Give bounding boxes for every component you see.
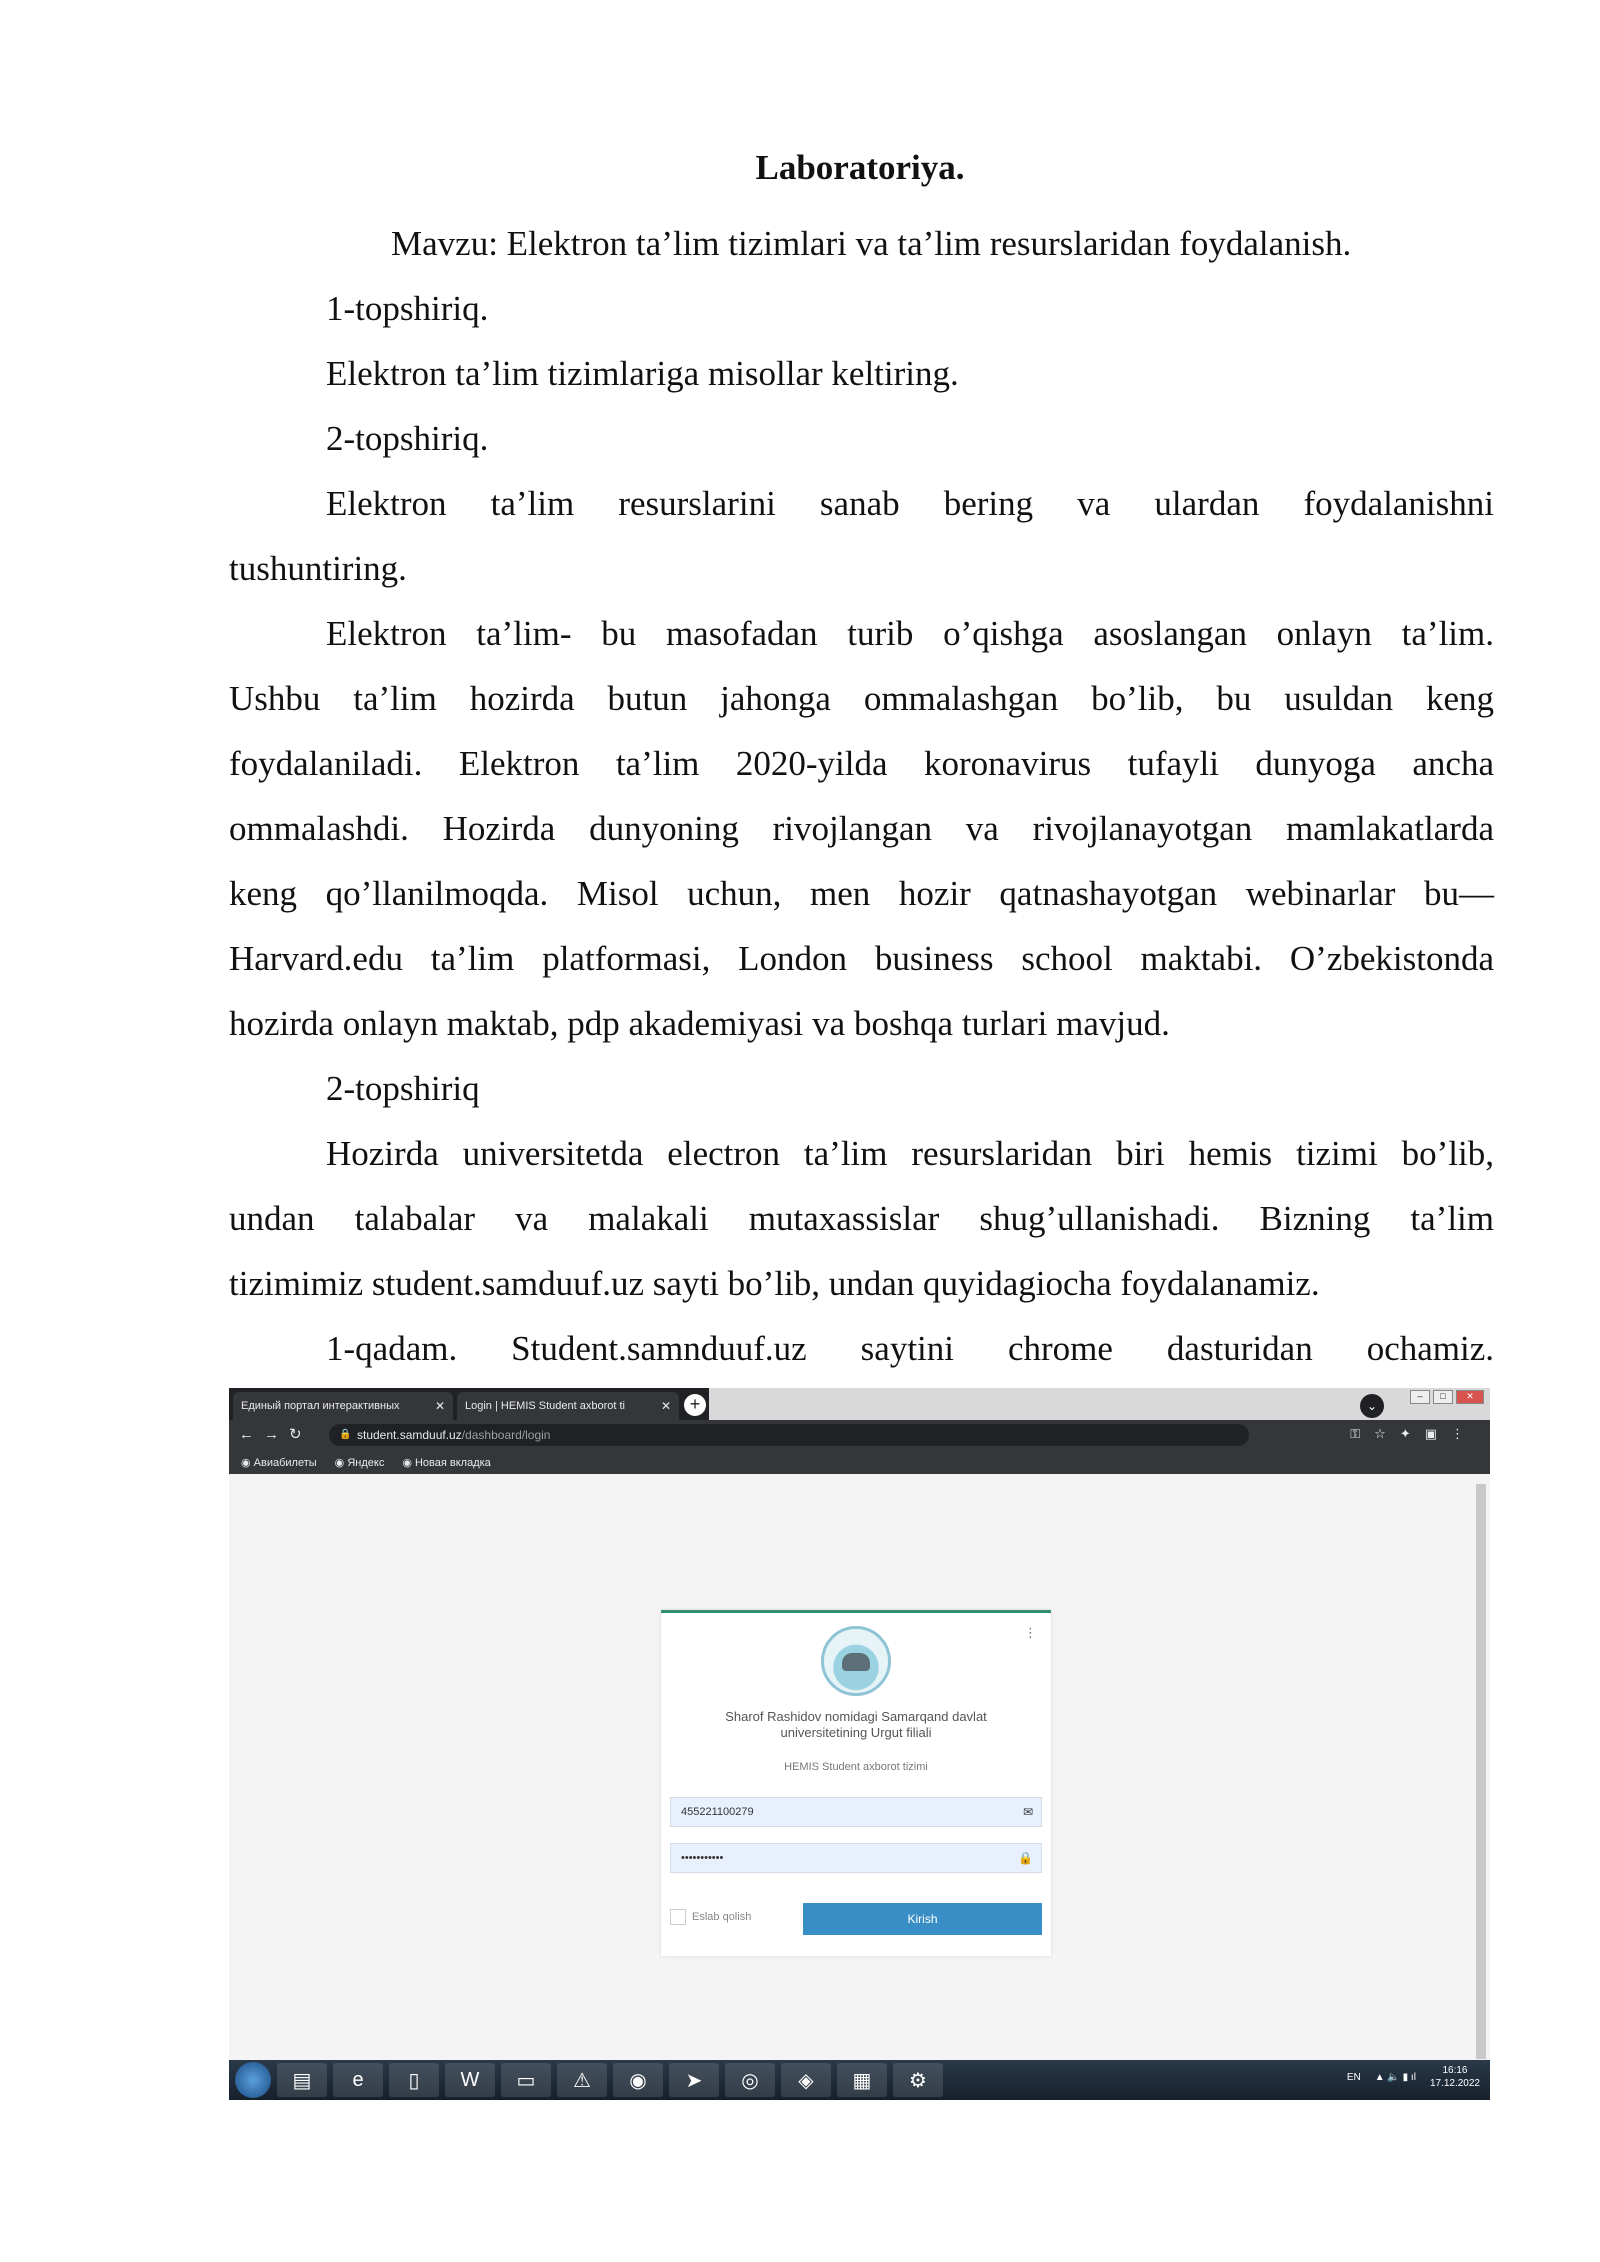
scrollbar[interactable] <box>1476 1484 1486 2059</box>
system-tray <box>1347 2064 1480 2090</box>
address-toolbar <box>229 1420 1490 1450</box>
system-name: HEMIS Student axborot tizimi <box>784 1761 928 1773</box>
para1-line: keng qo’llanilmoqda. Misol uchun, men hozir qatnashayotgan webinarlar bu— <box>229 874 1494 913</box>
chevron-down-icon[interactable]: ⌄ <box>1360 1394 1384 1418</box>
task1-heading: 1-topshiriq. <box>326 289 489 328</box>
doc-topic: Mavzu: Elektron ta’lim tizimlari va ta’lim resurslaridan foydalanish. <box>391 224 1352 263</box>
login-button[interactable]: Kirish <box>803 1903 1042 1935</box>
login-field[interactable]: 455221100279 ✉ <box>670 1797 1042 1827</box>
doc-title: Laboratoriya. <box>755 148 965 187</box>
close-icon[interactable]: ✕ <box>660 1399 671 1413</box>
para2-line: tizimimiz student.samduuf.uz sayti bo’lib, undan quyidagiocha foydalanamiz. <box>229 1264 1320 1303</box>
document-icon[interactable]: ▯ <box>389 2063 439 2097</box>
task2-text-line2: tushuntiring. <box>229 549 407 588</box>
para1-line: Elektron ta’lim- bu masofadan turib o’qishga asoslangan onlayn ta’lim. <box>326 614 1494 653</box>
app-icon[interactable]: ◈ <box>781 2063 831 2097</box>
chrome-profile-icon[interactable]: ◎ <box>725 2063 775 2097</box>
para1-line: Ushbu ta’lim hozirda butun jahonga ommalashgan bo’lib, bu usuldan keng <box>229 679 1494 718</box>
minimize-icon[interactable]: – <box>1410 1390 1430 1404</box>
bookmarks-bar <box>229 1450 1490 1474</box>
window-controls <box>1410 1390 1484 1404</box>
network-icon[interactable]: ▦ <box>837 2063 887 2097</box>
para1-line: ommalashdi. Hozirda dunyoning rivojlangan va rivojlanayotgan mamlakatlarda <box>229 809 1494 848</box>
warning-app-icon[interactable]: ⚠ <box>557 2063 607 2097</box>
para2-line: Hozirda universitetda electron ta’lim resurslaridan biri hemis tizimi bo’lib, <box>326 1134 1494 1173</box>
toolbar-icons[interactable]: ⚿☆✦▣⋮ <box>1350 1426 1478 1441</box>
para2-line: undan talabalar va malakali mutaxassislar shug’ullanishadi. Bizning ta’lim <box>229 1199 1494 1238</box>
lock-icon: 🔒 <box>339 1429 352 1440</box>
lock-icon: 🔒 <box>1018 1851 1033 1865</box>
login-card <box>661 1610 1051 1956</box>
task2b-heading: 2-topshiriq <box>326 1069 480 1108</box>
embedded-screenshot <box>229 1388 1490 2100</box>
university-logo <box>821 1626 891 1696</box>
presentation-icon[interactable]: ▭ <box>501 2063 551 2097</box>
navigation-icons[interactable]: ←→↻ <box>239 1426 312 1443</box>
bookmark-item[interactable]: ◉ Авиабилеты <box>241 1456 317 1469</box>
word-icon[interactable]: W <box>445 2063 495 2097</box>
close-window-icon[interactable]: ✕ <box>1456 1390 1484 1404</box>
tool-icon[interactable]: ⚙ <box>893 2063 943 2097</box>
windows-taskbar <box>229 2060 1490 2100</box>
chrome-icon[interactable]: ◉ <box>613 2063 663 2097</box>
close-icon[interactable]: ✕ <box>434 1399 445 1413</box>
tray-icons[interactable]: ▲ 🔈 ▮ ıl <box>1374 2071 1416 2083</box>
maximize-icon[interactable]: □ <box>1433 1390 1453 1404</box>
password-field[interactable]: ••••••••••• 🔒 <box>670 1843 1042 1873</box>
start-button[interactable] <box>235 2062 271 2098</box>
task2-heading: 2-topshiriq. <box>326 419 489 458</box>
address-bar[interactable]: 🔒 student.samduuf.uz/dashboard/login <box>329 1424 1249 1446</box>
browser-tab-bar <box>229 1388 1490 1420</box>
telegram-icon[interactable]: ➤ <box>669 2063 719 2097</box>
browser-tab-active[interactable]: Login | HEMIS Student axborot ti ✕ <box>457 1392 679 1420</box>
task1-text: Elektron ta’lim tizimlariga misollar keltiring. <box>326 354 959 393</box>
ie-icon[interactable]: e <box>333 2063 383 2097</box>
clock[interactable]: 16:16 17.12.2022 <box>1429 2065 1480 2089</box>
university-name: Sharof Rashidov nomidagi Samarqand davlat universitetining Urgut filiali <box>725 1709 987 1740</box>
para1-line: hozirda onlayn maktab, pdp akademiyasi va boshqa turlari mavjud. <box>229 1004 1170 1043</box>
bookmark-item[interactable]: ◉ Новая вкладка <box>402 1456 490 1469</box>
step1-line: 1-qadam. Student.samnduuf.uz saytini chrome dasturidan ochamiz. <box>326 1329 1494 1368</box>
para1-line: Harvard.edu ta’lim platformasi, London business school maktabi. O’zbekistonda <box>229 939 1494 978</box>
explorer-icon[interactable]: ▤ <box>277 2063 327 2097</box>
browser-tab[interactable]: Единый портал интерактивных ✕ <box>233 1392 453 1420</box>
language-indicator[interactable]: EN <box>1346 2071 1361 2083</box>
para1-line: foydalaniladi. Elektron ta’lim 2020-yilda koronavirus tufayli dunyoga ancha <box>229 744 1494 783</box>
more-icon[interactable]: ⋮ <box>1024 1625 1037 1640</box>
bookmark-item[interactable]: ◉ Яндекс <box>335 1456 385 1469</box>
task2-text-line1: Elektron ta’lim resurslarini sanab bering va ulardan foydalanishni <box>326 484 1494 523</box>
new-tab-icon[interactable]: + <box>684 1394 706 1416</box>
remember-me-checkbox[interactable]: Eslab qolish <box>670 1909 751 1925</box>
envelope-icon: ✉ <box>1022 1805 1033 1819</box>
